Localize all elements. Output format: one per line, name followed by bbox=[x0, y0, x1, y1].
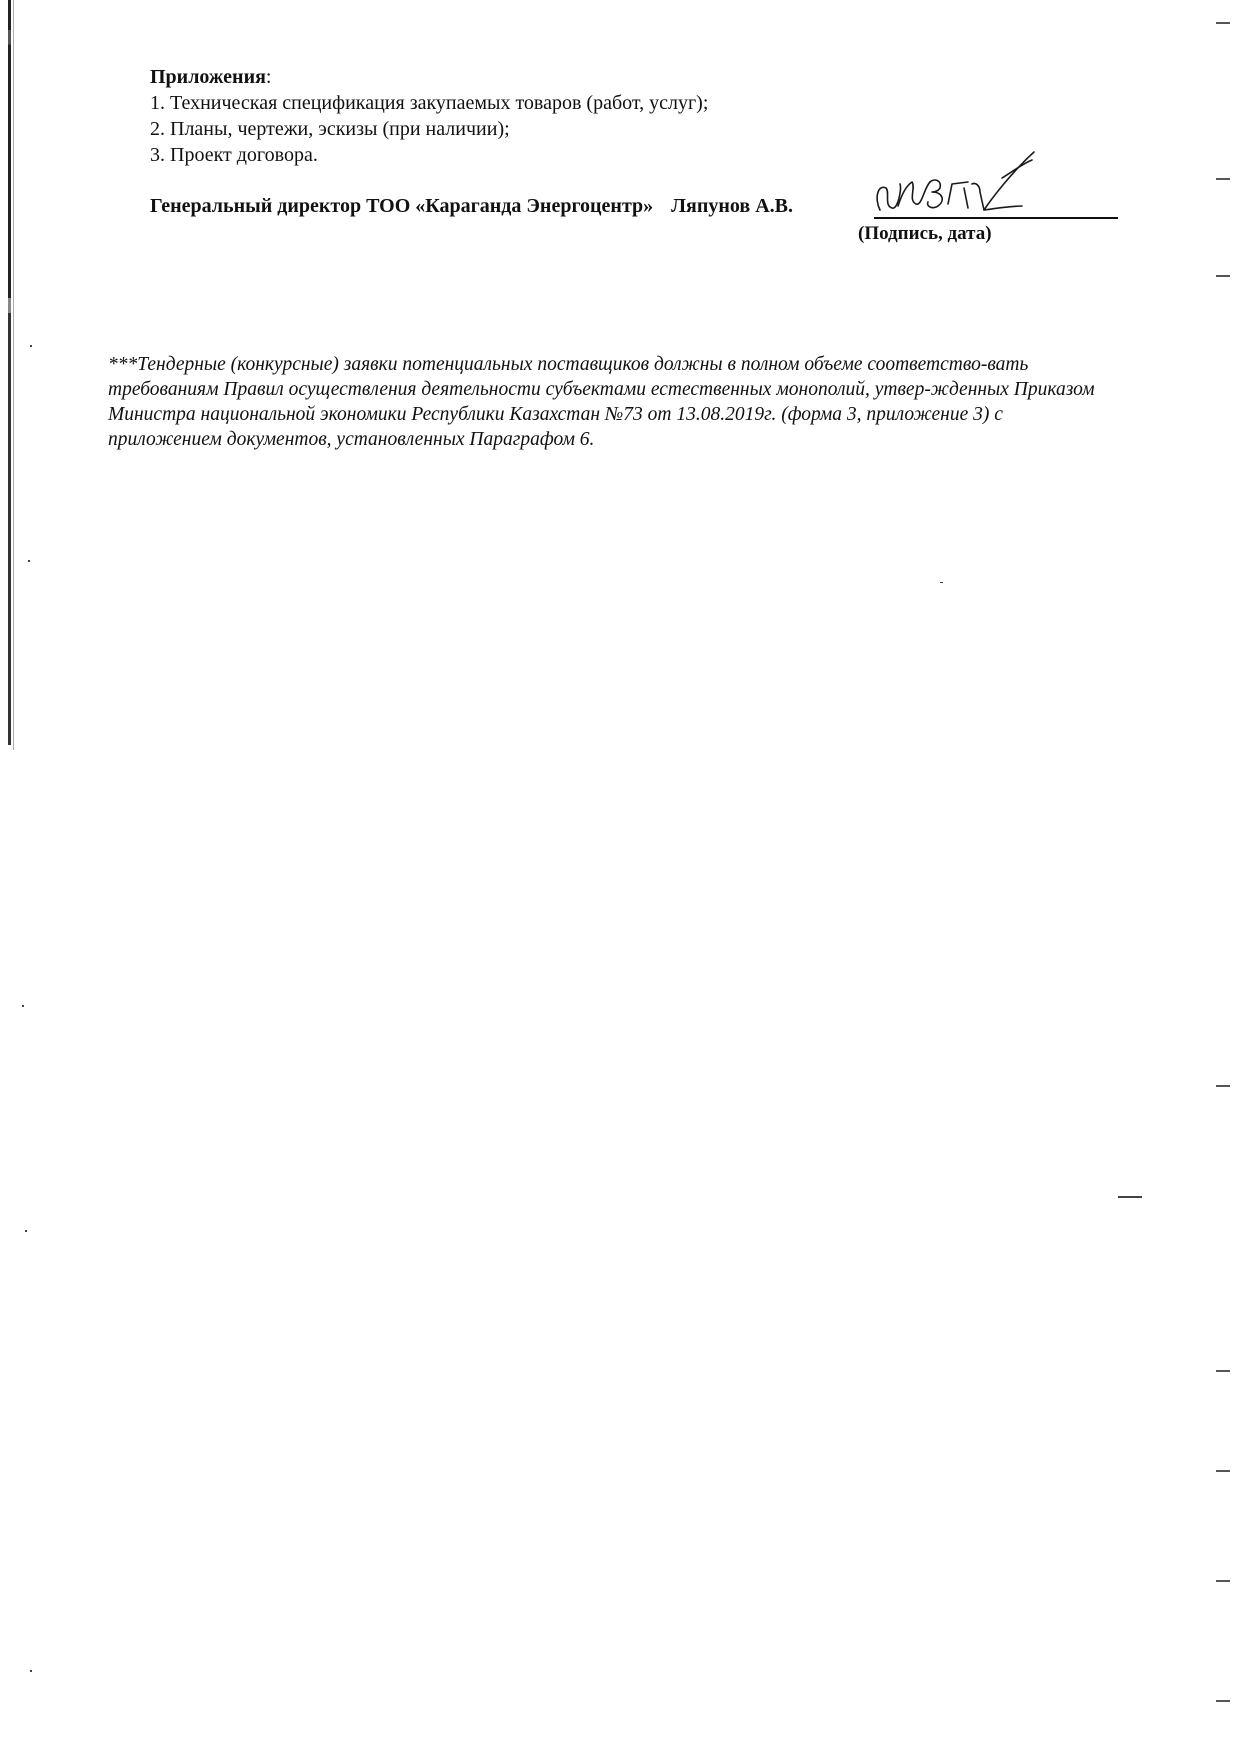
scan-speck bbox=[30, 345, 32, 347]
scan-edge-tick bbox=[1216, 178, 1230, 180]
attachment-item: 2. Планы, чертежи, эскизы (при наличии); bbox=[150, 118, 510, 140]
signer-position: Генеральный директор ТОО «Караганда Энергоцентр» bbox=[150, 195, 654, 217]
scan-edge-tick bbox=[1216, 1580, 1230, 1582]
scan-edge-mark bbox=[8, 0, 11, 745]
attachment-item: 1. Техническая спецификация закупаемых товаров (работ, услуг); bbox=[150, 92, 709, 114]
attachment-item: 3. Проект договора. bbox=[150, 144, 318, 166]
scan-speck bbox=[940, 582, 943, 583]
scan-edge-tick bbox=[1216, 1470, 1230, 1472]
scan-edge-tick bbox=[1216, 1370, 1230, 1372]
signer-name: Ляпунов А.В. bbox=[671, 195, 794, 217]
scan-speck bbox=[25, 1230, 27, 1232]
scan-speck bbox=[28, 560, 30, 562]
scan-speck bbox=[1118, 1196, 1142, 1198]
scan-edge-tick bbox=[1216, 22, 1230, 24]
handwritten-signature bbox=[872, 148, 1042, 222]
scan-edge-tick bbox=[1216, 1085, 1230, 1087]
tender-note: ***Тендерные (конкурсные) заявки потенциальных поставщиков должны в полном объеме соответство-вать требованиям Правил осуществления деятельности субъектами естественных монополий, утвер-жденных Приказом Министра национальной экономики Республики Казахстан №73 от 13.08.2019г. (форма 3, приложение 3) с приложением документов, установленных Параграфом 6. bbox=[108, 354, 1095, 450]
attachments-title-colon: : bbox=[265, 66, 272, 88]
attachments-title: Приложения bbox=[150, 66, 266, 88]
scan-edge-line bbox=[13, 0, 14, 750]
signature-line bbox=[150, 195, 793, 218]
attachments-heading bbox=[150, 64, 1050, 90]
signature-caption: (Подпись, дата) bbox=[858, 223, 992, 244]
scan-edge-tick bbox=[1216, 1700, 1230, 1702]
scan-speck bbox=[22, 1005, 24, 1007]
scan-speck bbox=[30, 1670, 32, 1672]
scan-edge-tick bbox=[1216, 275, 1230, 277]
